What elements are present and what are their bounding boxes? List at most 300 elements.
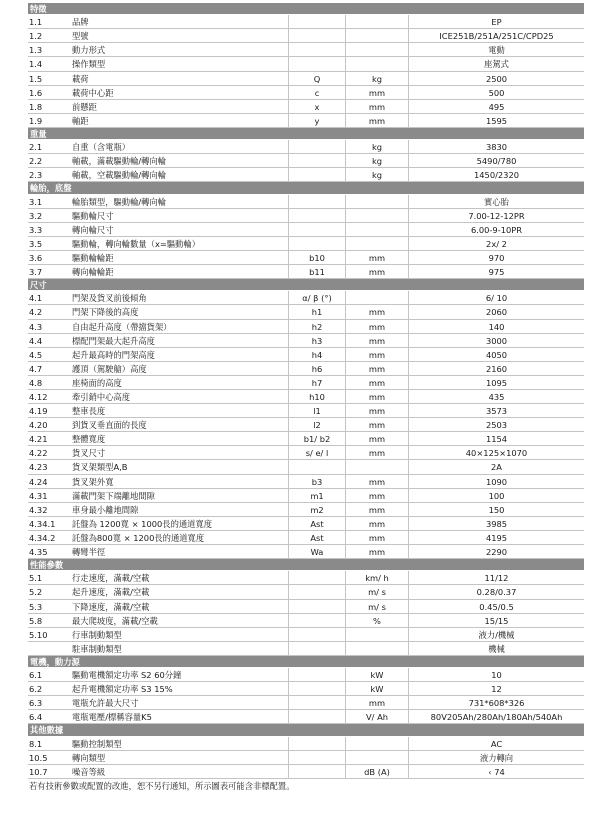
row-number: 4.2 (29, 307, 43, 318)
row-unit: mm (345, 305, 408, 318)
row-symbol: Ast (288, 517, 345, 530)
row-value: 2160 (408, 362, 584, 375)
table-row (28, 265, 584, 279)
row-unit: mm (345, 265, 408, 278)
row-label: 轉彎半徑 (72, 547, 106, 558)
row-value: 1595 (408, 114, 584, 127)
table-row (28, 390, 584, 404)
row-symbol (288, 195, 345, 208)
table-row (28, 737, 584, 751)
row-unit: mm (345, 432, 408, 445)
row-label: 輪胎類型，驅動輪/轉向輪 (72, 196, 167, 207)
section-header: 特徵 (28, 3, 584, 15)
row-value: 80V205Ah/280Ah/180Ah/540Ah (408, 710, 584, 723)
row-number: 1.9 (29, 115, 43, 126)
row-value: 970 (408, 251, 584, 264)
table-row (28, 100, 584, 114)
row-symbol (288, 668, 345, 681)
table-row (28, 15, 584, 29)
row-unit: mm (345, 390, 408, 403)
row-number: 1.6 (29, 87, 43, 98)
row-number: 1.5 (29, 73, 43, 84)
table-row (28, 86, 584, 100)
row-unit (345, 15, 408, 28)
spec-section (28, 3, 584, 128)
row-unit: mm (345, 376, 408, 389)
row-label: 轉向輪尺寸 (72, 224, 114, 235)
row-unit (345, 43, 408, 56)
row-number: 2.3 (29, 170, 43, 181)
row-unit: mm (345, 320, 408, 333)
table-row (28, 237, 584, 251)
row-symbol (288, 237, 345, 250)
row-unit (345, 737, 408, 750)
row-label: 門架及貨叉前後傾角 (72, 293, 147, 304)
spec-section (28, 559, 584, 656)
row-label: 軸距 (72, 115, 89, 126)
row-number: 5.2 (29, 587, 43, 598)
section-header: 其他數據 (28, 724, 584, 736)
table-row (28, 348, 584, 362)
row-unit (345, 642, 408, 655)
row-number: 3.6 (29, 252, 43, 263)
row-label: 軸載，空載驅動輪/轉向輪 (72, 170, 167, 181)
row-unit: mm (345, 86, 408, 99)
row-value: 10 (408, 668, 584, 681)
row-value: 4050 (408, 348, 584, 361)
table-row (28, 600, 584, 614)
section-header: 性能參數 (28, 559, 584, 571)
row-number: 4.3 (29, 321, 43, 332)
table-row (28, 545, 584, 559)
row-unit (345, 29, 408, 42)
row-number: 4.31 (29, 490, 48, 501)
row-label: 驅動輪輪距 (72, 252, 114, 263)
row-symbol (288, 642, 345, 655)
row-unit (345, 57, 408, 70)
row-symbol: Wa (288, 545, 345, 558)
row-symbol (288, 614, 345, 627)
row-unit: % (345, 614, 408, 627)
row-value: 975 (408, 265, 584, 278)
row-symbol: m1 (288, 489, 345, 502)
row-value: 12 (408, 682, 584, 695)
spec-section (28, 724, 584, 778)
row-unit: mm (345, 114, 408, 127)
row-number: 4.22 (29, 448, 48, 459)
row-value: 140 (408, 320, 584, 333)
row-value: 液力轉向 (408, 751, 584, 764)
row-number: 1.3 (29, 45, 43, 56)
row-value: 3830 (408, 140, 584, 153)
row-value: 15/15 (408, 614, 584, 627)
row-symbol (288, 29, 345, 42)
row-label: 動力形式 (72, 45, 106, 56)
row-value: 435 (408, 390, 584, 403)
table-row (28, 114, 584, 128)
row-number: 1.2 (29, 31, 43, 42)
section-header: 尺寸 (28, 279, 584, 291)
table-row (28, 614, 584, 628)
row-value: 1154 (408, 432, 584, 445)
row-value: 731*608*326 (408, 696, 584, 709)
row-value: EP (408, 15, 584, 28)
table-row (28, 72, 584, 86)
row-number: 8.1 (29, 738, 43, 749)
row-value: 0.45/0.5 (408, 600, 584, 613)
row-value: 4195 (408, 531, 584, 544)
row-label: 品牌 (72, 17, 89, 28)
row-label: 自重（含電瓶） (72, 142, 131, 153)
row-label: 轉向類型 (72, 752, 106, 763)
row-label: 到貨叉垂直面的長度 (72, 420, 147, 431)
row-unit: kg (345, 140, 408, 153)
table-row (28, 362, 584, 376)
row-symbol (288, 154, 345, 167)
row-label: 軸載，滿載驅動輪/轉向輪 (72, 156, 167, 167)
row-number: 6.1 (29, 670, 43, 681)
table-row (28, 305, 584, 319)
table-row (28, 710, 584, 724)
row-number: 3.7 (29, 267, 43, 278)
row-unit: mm (345, 475, 408, 488)
row-number: 4.20 (29, 420, 48, 431)
table-row (28, 432, 584, 446)
row-symbol (288, 209, 345, 222)
row-symbol: h4 (288, 348, 345, 361)
row-symbol: y (288, 114, 345, 127)
table-row (28, 682, 584, 696)
row-symbol (288, 585, 345, 598)
row-value: ICE251B/251A/251C/CPD25 (408, 29, 584, 42)
table-row (28, 404, 584, 418)
row-unit: mm (345, 404, 408, 417)
row-value: 實心胎 (408, 195, 584, 208)
row-number: 4.12 (29, 392, 48, 402)
table-row (28, 320, 584, 334)
row-unit: mm (345, 517, 408, 530)
row-label: 載荷中心距 (72, 87, 114, 98)
row-label: 標配門架最大起升高度 (72, 335, 155, 346)
table-row (28, 57, 584, 71)
row-symbol: h10 (288, 390, 345, 403)
table-row (28, 751, 584, 765)
row-value: 495 (408, 100, 584, 113)
table-row (28, 43, 584, 57)
row-label: 最大爬坡度，滿載/空載 (72, 615, 158, 626)
row-unit: mm (345, 696, 408, 709)
row-unit: mm (345, 446, 408, 459)
row-symbol: b11 (288, 265, 345, 278)
table-row (28, 531, 584, 545)
row-symbol (288, 600, 345, 613)
row-unit: m/ s (345, 585, 408, 598)
row-value: 機械 (408, 642, 584, 655)
row-label: 行車制動類型 (72, 629, 122, 640)
section-header: 重量 (28, 128, 584, 140)
row-symbol: s/ e/ l (288, 446, 345, 459)
row-symbol: l2 (288, 418, 345, 431)
section-header: 輪胎，底盤 (28, 182, 584, 194)
row-number: 5.10 (29, 629, 48, 640)
row-label: 電瓶電壓/標稱容量K5 (72, 712, 152, 723)
table-row (28, 446, 584, 460)
row-unit: mm (345, 348, 408, 361)
row-value: 1095 (408, 376, 584, 389)
table-row (28, 334, 584, 348)
row-unit (345, 291, 408, 304)
row-unit: kg (345, 168, 408, 181)
table-row (28, 765, 584, 779)
row-value: 150 (408, 503, 584, 516)
row-number: 2.2 (29, 156, 43, 167)
row-label: 型號 (72, 31, 89, 42)
row-value: 7.00-12-12PR (408, 209, 584, 222)
row-label: 託盤為 1200寬 × 1000長的通道寬度 (72, 518, 213, 529)
row-symbol (288, 710, 345, 723)
table-row (28, 154, 584, 168)
row-unit: dB (A) (345, 765, 408, 778)
table-row (28, 251, 584, 265)
row-symbol (288, 15, 345, 28)
row-unit (345, 237, 408, 250)
row-number: 6.2 (29, 684, 43, 695)
row-symbol (288, 751, 345, 764)
spec-section (28, 656, 584, 725)
row-unit: mm (345, 251, 408, 264)
row-unit: mm (345, 545, 408, 558)
row-symbol (288, 168, 345, 181)
row-label: 電瓶允許最大尺寸 (72, 698, 139, 709)
row-symbol (288, 696, 345, 709)
row-symbol: h7 (288, 376, 345, 389)
row-unit (345, 223, 408, 236)
row-value: 11/12 (408, 571, 584, 584)
row-number: 4.34.2 (29, 532, 56, 543)
row-value: 6.00-9-10PR (408, 223, 584, 236)
row-label: 滿載門架下端離地間隙 (72, 490, 155, 501)
row-number: 4.32 (29, 504, 48, 515)
row-unit: kg (345, 154, 408, 167)
row-symbol: h2 (288, 320, 345, 333)
row-label: 驅動電機額定功率 S2 60分鐘 (72, 670, 182, 681)
row-number: 5.3 (29, 601, 43, 612)
row-number: 5.1 (29, 573, 43, 584)
row-number: 4.4 (29, 335, 43, 346)
row-symbol: h3 (288, 334, 345, 347)
row-value: 2060 (408, 305, 584, 318)
row-unit: mm (345, 362, 408, 375)
row-label: 下降速度，滿載/空載 (72, 601, 150, 612)
row-label: 駐車制動類型 (72, 643, 122, 654)
table-row (28, 503, 584, 517)
row-label: 牽引銷中心高度 (72, 392, 131, 402)
row-number: 4.1 (29, 293, 43, 304)
row-symbol: b10 (288, 251, 345, 264)
row-unit: km/ h (345, 571, 408, 584)
row-label: 載荷 (72, 73, 89, 84)
row-label: 貨叉架外寬 (72, 476, 114, 487)
row-number: 4.21 (29, 434, 48, 445)
row-label: 起升電機額定功率 S3 15% (72, 684, 173, 695)
row-value: 液力/機械 (408, 628, 584, 641)
row-number: 10.7 (29, 766, 48, 777)
row-label: 驅動控制類型 (72, 738, 122, 749)
table-row (28, 460, 584, 474)
row-unit (345, 628, 408, 641)
row-number: 4.34.1 (29, 518, 56, 529)
row-number: 4.5 (29, 349, 43, 360)
spec-section (28, 182, 584, 279)
row-unit (345, 751, 408, 764)
table-row (28, 571, 584, 585)
row-value: 電動 (408, 43, 584, 56)
row-label: 驅動輪尺寸 (72, 210, 114, 221)
row-number: 5.8 (29, 615, 43, 626)
row-label: 轉向輪輪距 (72, 267, 114, 278)
row-symbol: h1 (288, 305, 345, 318)
row-value: 2290 (408, 545, 584, 558)
row-number: 4.7 (29, 363, 43, 374)
row-symbol (288, 737, 345, 750)
row-value: 100 (408, 489, 584, 502)
row-label: 託盤為800寬 × 1200長的通道寬度 (72, 532, 205, 543)
row-value: 40×125×1070 (408, 446, 584, 459)
row-symbol (288, 765, 345, 778)
row-value: 3000 (408, 334, 584, 347)
row-value: 2A (408, 460, 584, 473)
row-symbol: x (288, 100, 345, 113)
table-row (28, 168, 584, 182)
row-label: 貨叉架類型A,B (72, 462, 128, 473)
row-unit: mm (345, 418, 408, 431)
table-row (28, 642, 584, 656)
row-number: 1.4 (29, 59, 43, 70)
row-value: ‹ 74 (408, 765, 584, 778)
row-value: 6/ 10 (408, 291, 584, 304)
row-label: 起升速度，滿載/空載 (72, 587, 150, 598)
row-value: 2503 (408, 418, 584, 431)
row-symbol: b3 (288, 475, 345, 488)
table-row (28, 418, 584, 432)
row-unit: kW (345, 668, 408, 681)
table-row (28, 585, 584, 599)
row-symbol (288, 682, 345, 695)
row-symbol (288, 140, 345, 153)
row-symbol: l1 (288, 404, 345, 417)
table-row (28, 696, 584, 710)
row-value: 1450/2320 (408, 168, 584, 181)
row-label: 前懸距 (72, 101, 97, 112)
row-value: 2x/ 2 (408, 237, 584, 250)
row-label: 操作類型 (72, 59, 106, 70)
table-row (28, 223, 584, 237)
row-symbol: b1/ b2 (288, 432, 345, 445)
row-number: 2.1 (29, 142, 43, 153)
row-value: 座駕式 (408, 57, 584, 70)
row-value: AC (408, 737, 584, 750)
row-unit: V/ Ah (345, 710, 408, 723)
spec-sections (28, 3, 584, 779)
row-label: 貨叉尺寸 (72, 448, 106, 459)
row-value: 1090 (408, 475, 584, 488)
row-label: 整體寬度 (72, 434, 106, 445)
row-symbol: m2 (288, 503, 345, 516)
row-unit (345, 209, 408, 222)
row-label: 整車長度 (72, 406, 106, 417)
table-row (28, 517, 584, 531)
row-unit: mm (345, 100, 408, 113)
table-row (28, 628, 584, 642)
row-number: 4.35 (29, 547, 48, 558)
row-label: 驅動輪，轉向輪數量（x=驅動輪） (72, 238, 201, 249)
row-unit: mm (345, 334, 408, 347)
row-label: 車身最小離地間隙 (72, 504, 139, 515)
spec-section (28, 279, 584, 559)
row-number: 6.4 (29, 712, 43, 723)
row-number: 4.24 (29, 476, 48, 487)
row-number: 1.8 (29, 101, 43, 112)
row-label: 噪音等級 (72, 766, 106, 777)
row-value: 3985 (408, 517, 584, 530)
row-number: 1.1 (29, 17, 43, 28)
spec-sheet (28, 3, 584, 793)
row-number (28, 642, 72, 655)
table-row (28, 376, 584, 390)
row-unit: m/ s (345, 600, 408, 613)
table-row (28, 195, 584, 209)
table-row (28, 475, 584, 489)
row-symbol (288, 628, 345, 641)
row-number: 3.3 (29, 224, 43, 235)
table-row (28, 668, 584, 682)
row-symbol (288, 571, 345, 584)
row-number: 4.19 (29, 406, 48, 417)
row-value: 5490/780 (408, 154, 584, 167)
row-label: 門架下降後的高度 (72, 307, 139, 318)
footnote: 若有技術參數或配置的改進，恕不另行通知，所示圖表可能含非標配置。 (29, 780, 295, 791)
section-header: 電機，動力源 (28, 656, 584, 668)
row-symbol (288, 57, 345, 70)
row-number: 4.8 (29, 377, 43, 388)
row-symbol: Ast (288, 531, 345, 544)
row-symbol: Q (288, 72, 345, 85)
row-label: 護頂（駕駛艙）高度 (72, 363, 147, 374)
row-value: 3573 (408, 404, 584, 417)
row-unit: kg (345, 72, 408, 85)
row-unit: mm (345, 531, 408, 544)
row-symbol: α/ β (°) (288, 291, 345, 304)
row-symbol (288, 43, 345, 56)
spec-section (28, 128, 584, 182)
row-number: 10.5 (29, 752, 48, 763)
table-row (28, 291, 584, 305)
row-number: 3.2 (29, 210, 43, 221)
row-unit: mm (345, 503, 408, 516)
row-value: 500 (408, 86, 584, 99)
row-number: 6.3 (29, 698, 43, 709)
row-symbol (288, 460, 345, 473)
row-unit: kW (345, 682, 408, 695)
row-label: 自由起升高度（帶擋貨架） (72, 321, 172, 332)
table-row (28, 489, 584, 503)
row-number: 3.5 (29, 238, 43, 249)
table-row (28, 140, 584, 154)
table-row (28, 29, 584, 43)
row-symbol: c (288, 86, 345, 99)
row-label: 起升最高時的門架高度 (72, 349, 155, 360)
row-label: 座椅面的高度 (72, 377, 122, 388)
